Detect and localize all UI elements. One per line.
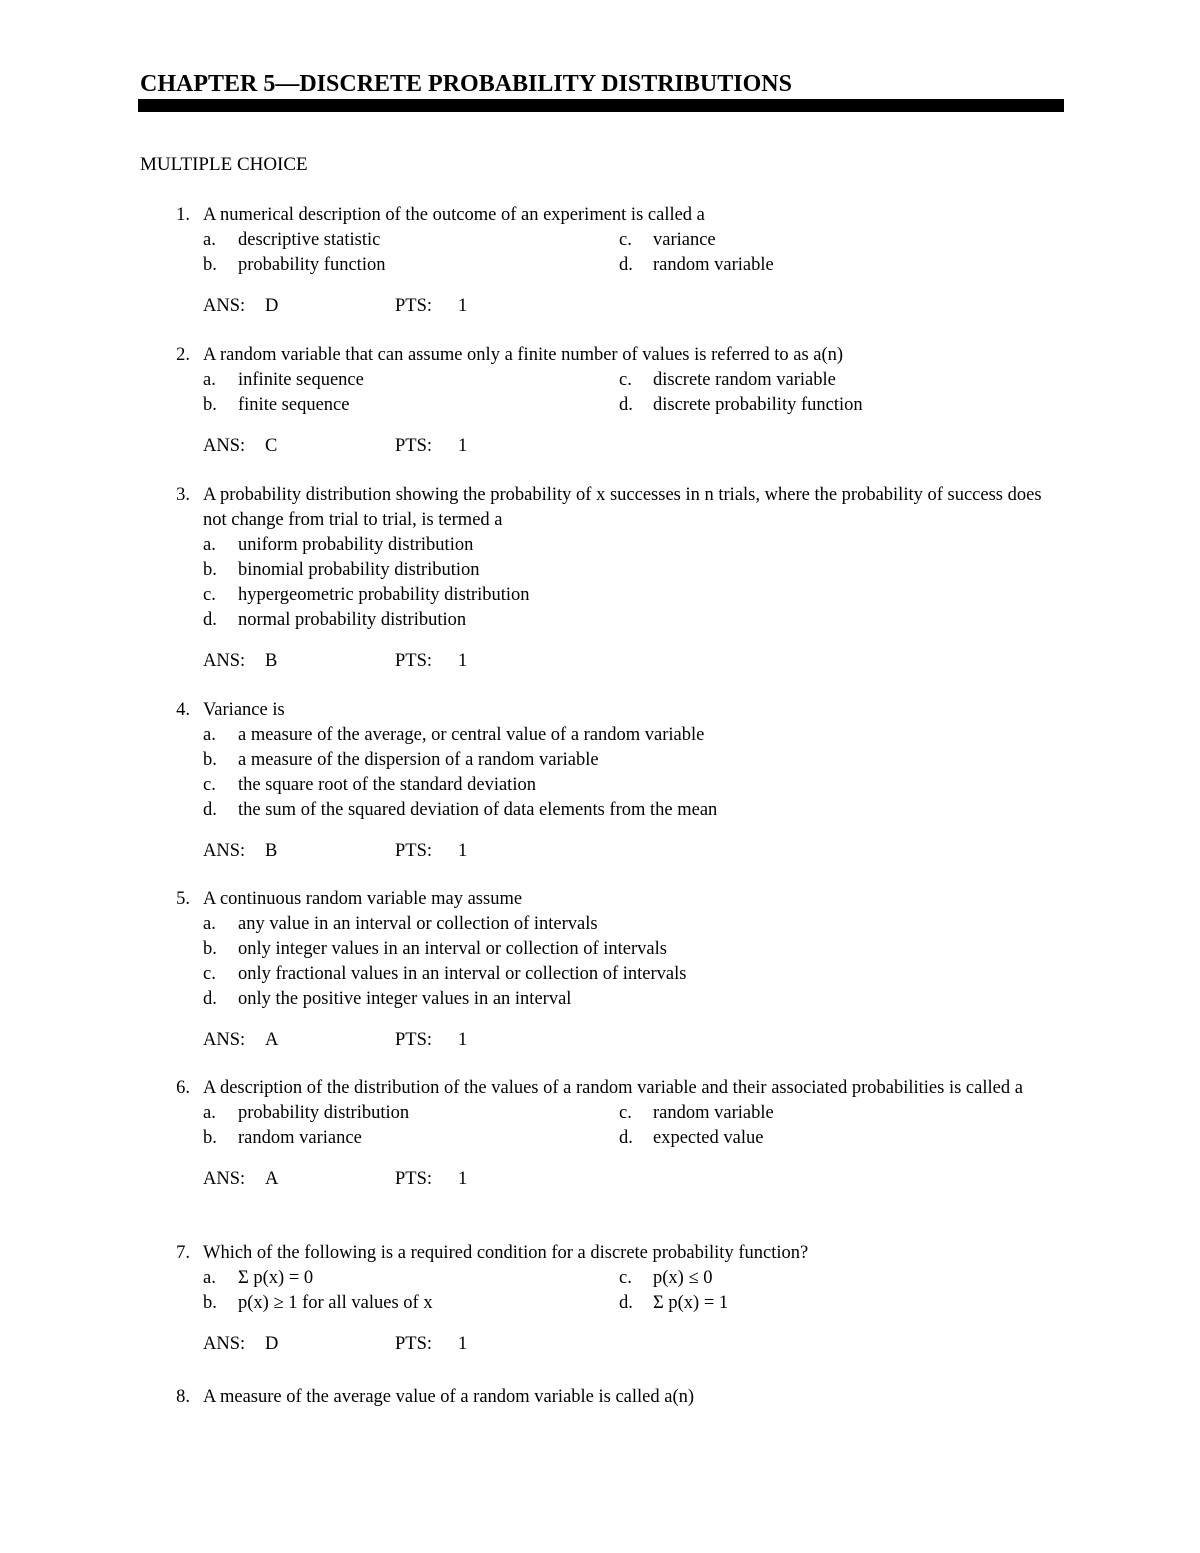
option-text: infinite sequence [238, 370, 364, 390]
option-text: hypergeometric probability distribution [238, 585, 530, 605]
option-letter: c. [203, 585, 216, 605]
question-number: 7. [176, 1243, 190, 1263]
option-letter: d. [619, 1293, 633, 1313]
option-letter: a. [203, 725, 216, 745]
option-letter: c. [619, 230, 632, 250]
option-text: only fractional values in an interval or collection of intervals [238, 964, 687, 984]
question-stem: A description of the distribution of the values of a random variable and their associated probabilities is called a [203, 1078, 1023, 1098]
points-label: PTS: [395, 1334, 433, 1354]
answer-label: ANS: [203, 1334, 246, 1354]
option-text: a measure of the dispersion of a random variable [238, 750, 599, 770]
answer-label: ANS: [203, 296, 246, 316]
question-stem: Variance is [203, 700, 285, 720]
option-text: expected value [653, 1128, 764, 1148]
answer-label: ANS: [203, 1030, 246, 1050]
answer-value: C [265, 436, 278, 456]
question-number: 6. [176, 1078, 190, 1098]
option-text: only the positive integer values in an interval [238, 989, 572, 1009]
option-text: the sum of the squared deviation of data elements from the mean [238, 800, 718, 820]
option-text: variance [653, 230, 716, 250]
question-3 [0, 483, 1200, 671]
points-value: 1 [458, 1030, 468, 1050]
option-text: discrete random variable [653, 370, 836, 390]
option-letter: b. [203, 939, 217, 959]
option-text: Σ p(x) = 1 [653, 1293, 729, 1313]
answer-label: ANS: [203, 841, 246, 861]
question-stem: Which of the following is a required condition for a discrete probability function? [203, 1243, 809, 1263]
option-letter: b. [203, 1293, 217, 1313]
option-letter: a. [203, 370, 216, 390]
points-label: PTS: [395, 1030, 433, 1050]
question-stem: A probability distribution showing the probability of x successes in n trials, where the probability of success does not change from trial to trial, is termed a [203, 485, 1042, 530]
answer-label: ANS: [203, 1169, 246, 1189]
section-heading: MULTIPLE CHOICE [140, 154, 308, 175]
option-letter: c. [619, 1268, 632, 1288]
option-letter: c. [619, 1103, 632, 1123]
option-letter: d. [203, 989, 217, 1009]
option-letter: d. [619, 395, 633, 415]
option-letter: d. [203, 610, 217, 630]
option-text: binomial probability distribution [238, 560, 480, 580]
option-letter: b. [203, 750, 217, 770]
option-letter: b. [203, 560, 217, 580]
option-letter: a. [203, 1268, 216, 1288]
option-text: only integer values in an interval or collection of intervals [238, 939, 667, 959]
option-text: random variable [653, 255, 774, 275]
option-letter: a. [203, 1103, 216, 1123]
question-number: 5. [176, 889, 190, 909]
option-letter: a. [203, 230, 216, 250]
points-label: PTS: [395, 651, 433, 671]
question-2 [0, 343, 1200, 456]
title-rule [138, 99, 1064, 112]
answer-label: ANS: [203, 436, 246, 456]
points-value: 1 [458, 841, 468, 861]
option-text: Σ p(x) = 0 [238, 1268, 314, 1288]
option-letter: b. [203, 255, 217, 275]
option-text: the square root of the standard deviation [238, 775, 536, 795]
points-value: 1 [458, 436, 468, 456]
option-letter: d. [619, 1128, 633, 1148]
points-value: 1 [458, 1169, 468, 1189]
option-text: finite sequence [238, 395, 350, 415]
option-text: a measure of the average, or central value of a random variable [238, 725, 705, 745]
question-stem: A random variable that can assume only a finite number of values is referred to as a(n) [203, 345, 844, 365]
points-value: 1 [458, 296, 468, 316]
option-text: normal probability distribution [238, 610, 467, 630]
answer-value: A [265, 1030, 279, 1050]
question-stem: A measure of the average value of a random variable is called a(n) [203, 1387, 695, 1407]
question-number: 2. [176, 345, 190, 365]
answer-value: B [265, 841, 278, 861]
option-text: probability function [238, 255, 386, 275]
option-letter: c. [619, 370, 632, 390]
question-1 [0, 203, 1200, 316]
question-number: 3. [176, 485, 190, 505]
answer-value: D [265, 296, 279, 316]
option-letter: d. [203, 800, 217, 820]
option-letter: c. [203, 964, 216, 984]
points-label: PTS: [395, 1169, 433, 1189]
option-text: random variable [653, 1103, 774, 1123]
question-stem: A numerical description of the outcome of an experiment is called a [203, 205, 705, 225]
question-8 [0, 1385, 1200, 1407]
option-letter: a. [203, 914, 216, 934]
option-letter: b. [203, 1128, 217, 1148]
option-text: descriptive statistic [238, 230, 381, 250]
option-letter: b. [203, 395, 217, 415]
points-label: PTS: [395, 841, 433, 861]
option-text: p(x) ≤ 0 [653, 1268, 713, 1288]
option-text: random variance [238, 1128, 362, 1148]
points-label: PTS: [395, 296, 433, 316]
question-5 [0, 887, 1200, 1050]
option-letter: a. [203, 535, 216, 555]
option-letter: c. [203, 775, 216, 795]
answer-value: D [265, 1334, 279, 1354]
option-letter: d. [619, 255, 633, 275]
points-label: PTS: [395, 436, 433, 456]
option-text: probability distribution [238, 1103, 410, 1123]
question-7 [0, 1241, 1200, 1354]
points-value: 1 [458, 651, 468, 671]
question-number: 8. [176, 1387, 190, 1407]
option-text: any value in an interval or collection of intervals [238, 914, 598, 934]
question-number: 1. [176, 205, 190, 225]
chapter-title: CHAPTER 5—DISCRETE PROBABILITY DISTRIBUTIONS [140, 71, 792, 97]
points-value: 1 [458, 1334, 468, 1354]
question-4 [0, 698, 1200, 861]
question-6 [0, 1076, 1200, 1189]
question-number: 4. [176, 700, 190, 720]
answer-value: A [265, 1169, 279, 1189]
option-text: p(x) ≥ 1 for all values of x [238, 1293, 433, 1313]
answer-label: ANS: [203, 651, 246, 671]
answer-value: B [265, 651, 278, 671]
option-text: uniform probability distribution [238, 535, 474, 555]
question-stem: A continuous random variable may assume [203, 889, 523, 909]
option-text: discrete probability function [653, 395, 863, 415]
